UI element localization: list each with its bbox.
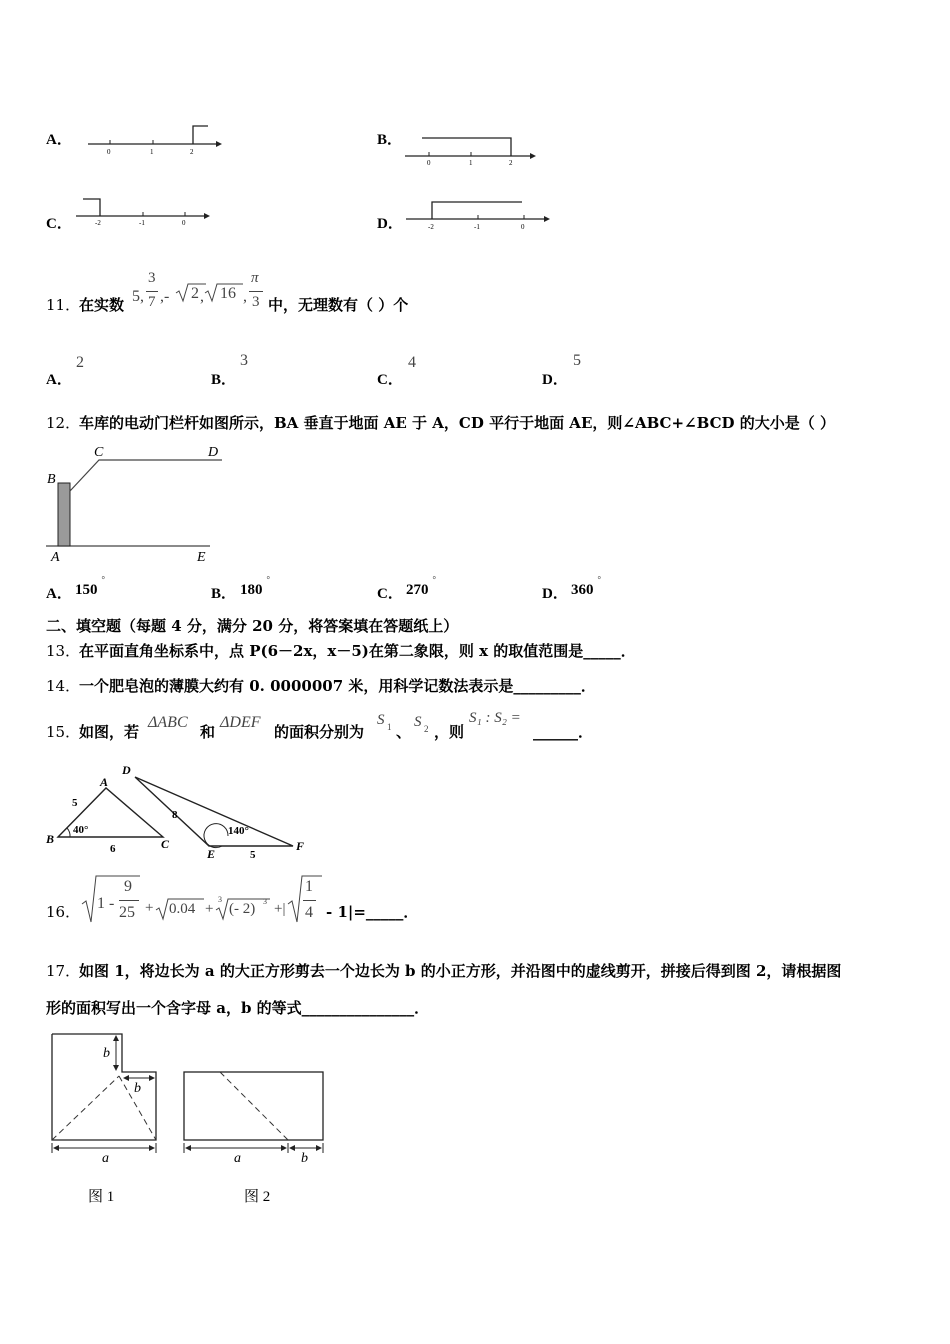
q11-option-c-letter: C． [377,372,403,388]
q12-degree: ° [266,576,271,586]
q15-label-a: A [100,775,109,789]
q12-label-e: E [197,550,206,565]
q15-side-ab: 5 [72,797,78,809]
q15-label-f: F [296,839,305,853]
q15-side-de: 8 [172,809,178,821]
q16-one-minus: 1 - [97,895,115,912]
q11-option-c-value: 4 [408,354,416,371]
q11-option-a-value: 2 [76,354,84,371]
q16-plus-2: + [205,901,214,917]
q11-option-d-value: 5 [573,352,581,369]
q15-text-1: 如图，若 [79,723,140,741]
q11-sqrt2-radicand: 2 [191,285,199,302]
q13-text: 在平面直角坐标系中，点 P(6－2x，x－5)在第二象限，则 x 的取值范围是_____． [79,642,636,660]
q17-fig1-label-b: b [134,1081,141,1096]
q17-number: 17． [46,962,81,980]
q15-side-ef: 5 [250,849,256,861]
q10-a-tick: 1 [150,148,154,156]
q17-figure-2-caption: 图 2 [244,1189,271,1205]
q15-side-bc: 6 [110,843,116,855]
q15-s2: S [414,714,422,730]
q15-text-4: 、 [396,723,412,741]
q12-degree: ° [101,576,106,586]
q16-frac2-num: 1 [305,878,313,895]
q10-option-d-letter: D． [377,216,403,232]
q15-label-d: D [122,763,131,777]
q17-line-1: 如图 1，将边长为 a 的大正方形剪去一个边长为 b 的小正方形，并沿图中的虚线剪开，拼接后得到图 2，请根据图 [79,962,842,980]
section-title: 二、填空题（每题 4 分，满分 20 分，将答案填在答题纸上） [46,617,459,635]
q16-cube-index: 3 [218,895,222,904]
q15-label-e: E [207,847,216,861]
q12-option-a-value: 150 [75,582,98,598]
q10-b-tick: 1 [469,159,473,167]
q16-frac-num: 9 [124,878,132,895]
q16-exponent: 3 [263,897,267,906]
q16-frac-den: 25 [119,904,135,921]
q12-label-c: C [94,445,104,460]
q11-sqrt16-radicand: 16 [220,285,236,302]
q17-fig1-label-b: b [103,1046,110,1061]
q16-radicand-3: (- 2) [229,901,256,917]
q12-text: 车库的电动门栏杆如图所示，BA 垂直于地面 AE 于 A，CD 平行于地面 AE，则∠ABC+∠BCD 的大小是（ ） [79,414,835,432]
q15-ratio: S₁ : S₂ = [469,710,521,726]
q15-s1: S [377,712,385,728]
q15-abc: ΔABC [148,714,188,731]
q10-b-tick: 0 [427,159,431,167]
q17-fig1-label-a: a [102,1151,109,1166]
q15-def: ΔDEF [220,714,261,731]
q12-option-b-value: 180 [240,582,263,598]
q15-text-3: 的面积分别为 [274,723,365,741]
q11-option-b-letter: B． [211,372,237,388]
q17-fig2-label-b: b [301,1151,308,1166]
q11-math-5: 5, [132,288,144,305]
q11-frac1-den: 7 [148,294,156,310]
q15-text-5: ，则 [434,723,465,741]
q12-option-d-letter: D． [542,586,568,602]
q10-option-a-letter: A． [46,132,72,148]
q16-frac2-den: 4 [305,904,313,921]
q12-option-c-value: 270 [406,582,429,598]
q11-option-b-value: 3 [240,352,248,369]
q17-figure-1-caption: 图 1 [88,1189,115,1205]
q12-option-a-letter: A． [46,586,72,602]
q11-text-before: 在实数 [79,296,125,314]
q15-s1-sub: 1 [387,722,392,732]
q12-option-d-value: 360 [571,582,594,598]
q14-number: 14． [46,677,81,695]
q10-d-tick: -2 [428,223,434,231]
q17-fig2-label-a: a [234,1151,241,1166]
q15-number: 15． [46,723,81,741]
q15-angle-e: 140° [228,825,249,837]
q10-c-tick: -2 [95,219,101,227]
q13-number: 13． [46,642,81,660]
q12-option-c-letter: C． [377,586,403,602]
q11-frac1-num: 3 [148,270,156,286]
q16-plus-abs: +| [274,901,286,917]
q11-frac2-num: π [251,270,259,286]
q10-d-tick: 0 [521,223,525,231]
q16-number: 16． [46,903,81,921]
q15-s2-sub: 2 [424,724,429,734]
q11-option-a-letter: A． [46,372,72,388]
q12-option-b-letter: B． [211,586,237,602]
q10-c-tick: 0 [182,219,186,227]
q15-angle-b: 40° [73,824,89,836]
q11-comma: , [200,288,204,305]
q12-label-a: A [51,550,60,565]
q15-text-2: 和 [200,723,216,741]
q12-degree: ° [597,576,602,586]
q11-math-mid: ,- [160,288,170,305]
q10-option-b-letter: B． [377,132,403,148]
q11-frac2-den: 3 [252,294,260,310]
q10-a-tick: 2 [190,148,194,156]
q11-comma: , [243,288,247,305]
q15-text-6: ______． [533,723,594,741]
q15-label-b: B [46,832,55,846]
q11-text-after: 中，无理数有（ ）个 [268,296,409,314]
q10-b-tick: 2 [509,159,513,167]
q16-plus-1: + [145,900,154,916]
q12-degree: ° [432,576,437,586]
q11-option-d-letter: D． [542,372,568,388]
q16-radicand-2: 0.04 [169,901,196,917]
q12-label-b: B [47,472,56,487]
q10-a-tick: 0 [107,148,111,156]
q12-number: 12． [46,414,81,432]
q17-line-2: 形的面积写出一个含字母 a，b 的等式_______________． [46,999,430,1017]
q15-label-c: C [161,837,170,851]
q10-option-c-letter: C． [46,216,72,232]
q10-d-tick: -1 [474,223,480,231]
q12-label-d: D [208,445,219,460]
q14-text: 一个肥皂泡的薄膜大约有 0. 0000007 米，用科学记数法表示是_________． [79,677,596,695]
q11-number: 11． [46,296,81,314]
q10-c-tick: -1 [139,219,145,227]
q16-tail: - 1|=_____． [326,903,419,921]
